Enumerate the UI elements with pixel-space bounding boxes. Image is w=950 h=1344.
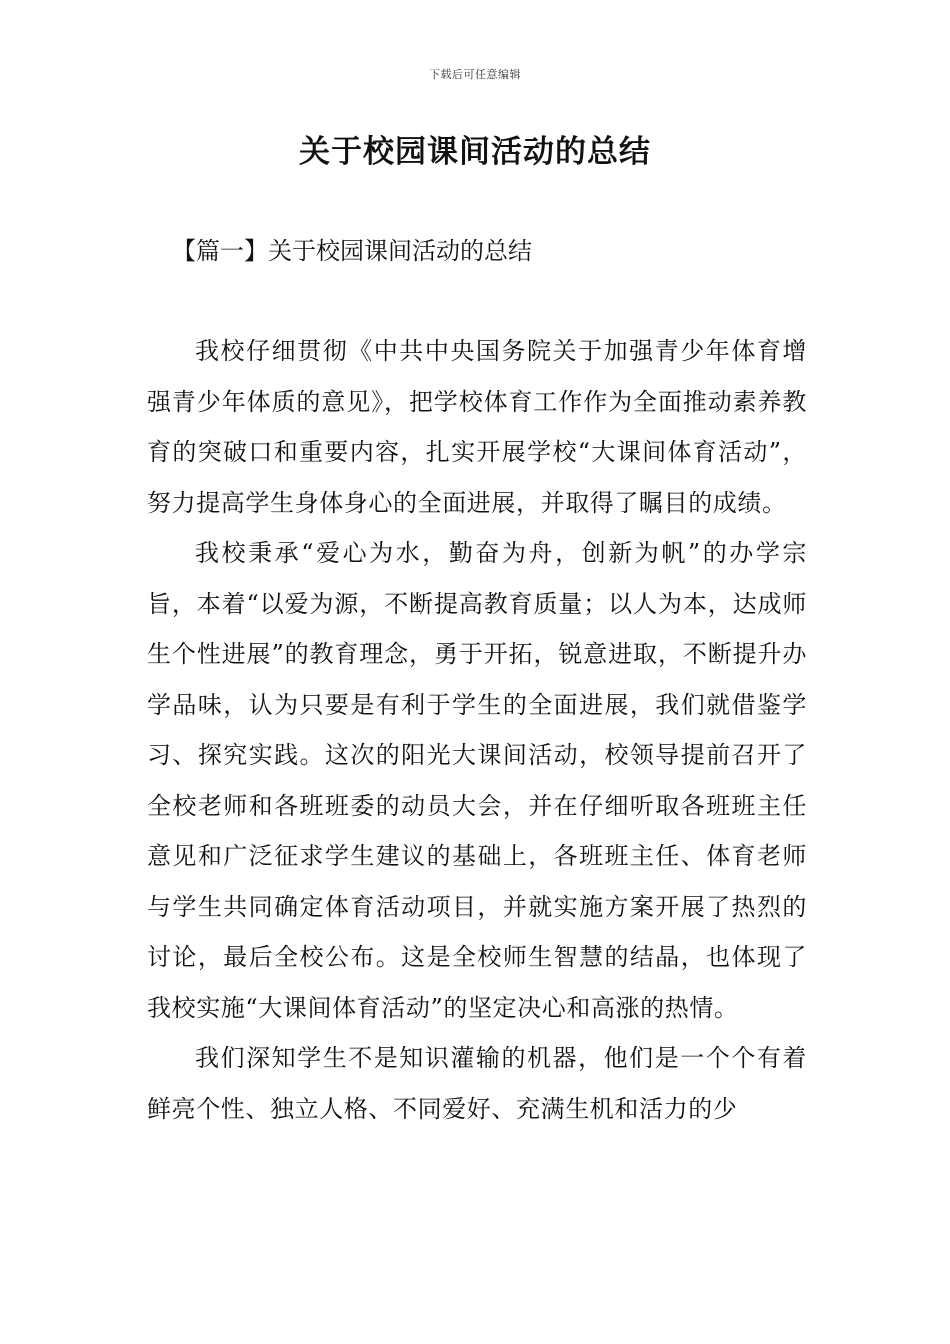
paragraph-3: 我们深知学生不是知识灌输的机器，他们是一个个有着鲜亮个性、独立人格、不同爱好、充满生机和活力的少 bbox=[147, 1044, 807, 1123]
body-text bbox=[147, 326, 807, 1134]
paragraph-1: 我校仔细贯彻《中共中央国务院关于加强青少年体育增强青少年体质的意见》，把学校体育工作作为全面推动素养教育的突破口和重要内容，扎实开展学校“大课间体育活动”，努力提高学生身体身心的全面进展，并取得了瞩目的成绩。 bbox=[147, 337, 807, 517]
paragraph-2: 我校秉承“爱心为水，勤奋为舟，创新为帆”的办学宗旨，本着“以爱为源，不断提高教育质量；以人为本，达成师生个性进展”的教育理念，勇于开拓，锐意进取，不断提升办学品味，认为只要是有利于学生的全面进展，我们就借鉴学习、探究实践。这次的阳光大课间活动，校领导提前召开了全校老师和各班班委的动员大会，并在仔细听取各班班主任意见和广泛征求学生建议的基础上，各班班主任、体育老师与学生共同确定体育活动项目，并就实施方案开展了热烈的讨论，最后全校公布。这是全校师生智慧的结晶，也体现了我校实施“大课间体育活动”的坚定决心和高涨的热情。 bbox=[147, 539, 807, 1022]
header-note: 下载后可任意编辑 bbox=[429, 68, 521, 81]
document-title: 关于校园课间活动的总结 bbox=[299, 134, 651, 170]
section-heading: 【篇一】关于校园课间活动的总结 bbox=[172, 237, 532, 265]
